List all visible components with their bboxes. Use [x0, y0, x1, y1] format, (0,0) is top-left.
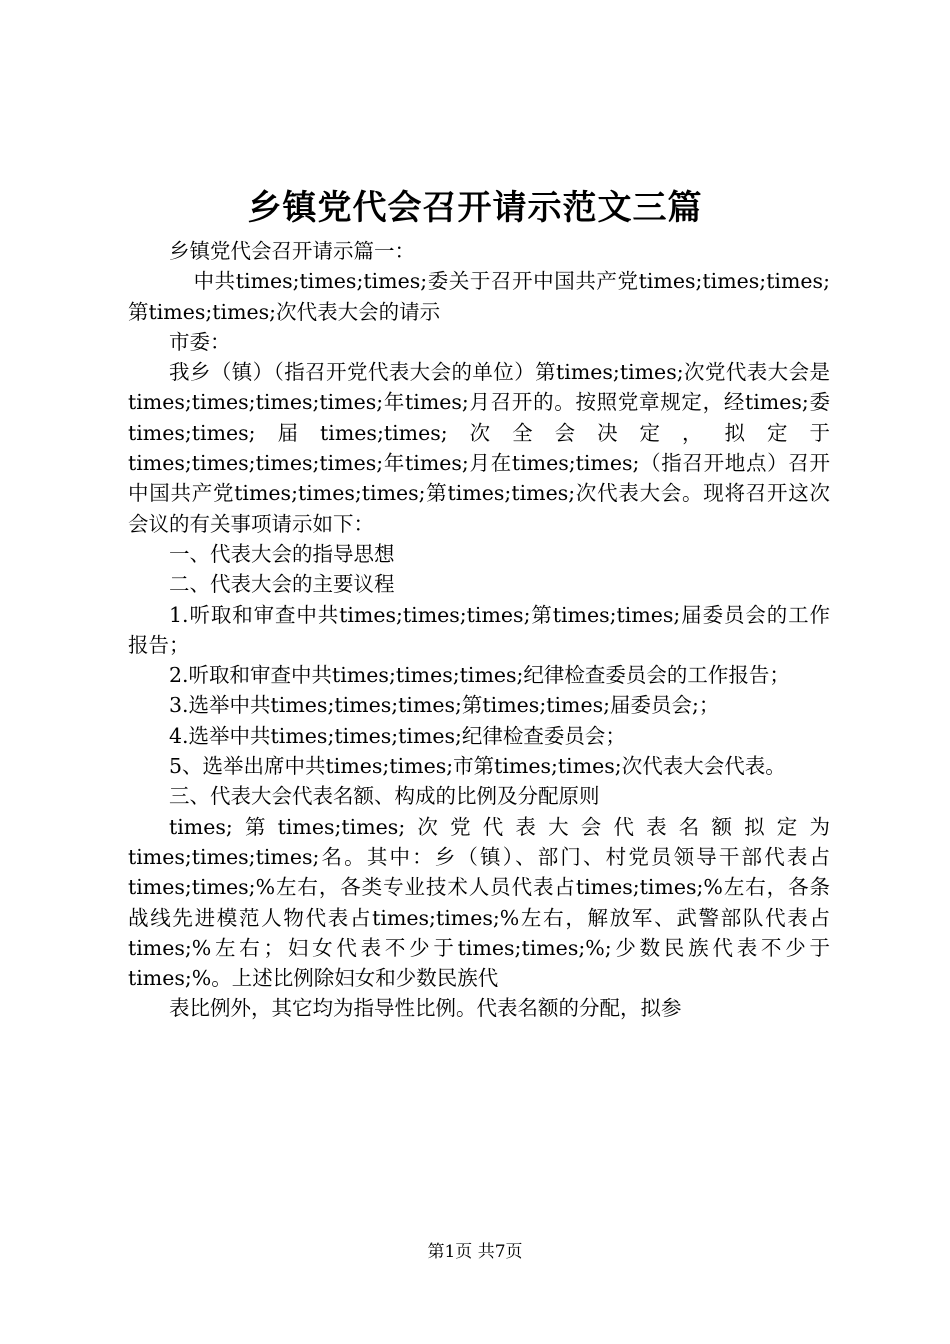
agenda-item: 3.选举中共times;times;times;第times;times;届委员会;； — [169, 693, 720, 718]
agenda-item: 5、选举出席中共times;times;市第times;times;次代表大会代表。 — [169, 754, 786, 779]
body-paragraph: 表比例外，其它均为指导性比例。代表名额的分配，拟参 — [169, 996, 682, 1021]
document-body — [128, 236, 830, 1024]
agenda-item: 1.听取和审查中共times;times;times;第times;times;届委员会的工作报告； — [128, 602, 830, 657]
page-footer: 第1页 共7页 — [427, 1242, 523, 1262]
item-heading: 二、代表大会的主要议程 — [169, 572, 395, 597]
salutation: 市委： — [169, 329, 231, 354]
body-paragraph: times;第times;times;次党代表大会代表名额拟定为times;times;times;名。其中：乡（镇）、部门、村党员领导干部代表占times;times;%左右，各类专业技术人员代表占times;times;%左右，各条战线先进模范人物代表占times;times;%左右，解放军、武警部队代表占times;%左右；妇女代表不少于times;times;%;少数民族代表不少于times;%。上述比例除妇女和少数民族代 — [128, 814, 830, 991]
item-heading: 一、代表大会的指导思想 — [169, 541, 395, 566]
agenda-item: 4.选举中共times;times;times;纪律检查委员会； — [169, 723, 626, 748]
agenda-item: 2.听取和审查中共times;times;times;纪律检查委员会的工作报告； — [169, 663, 790, 688]
item-heading: 三、代表大会代表名额、构成的比例及分配原则 — [169, 784, 600, 809]
section-heading-1: 乡镇党代会召开请示篇一： — [169, 239, 415, 263]
document-title: 乡镇党代会召开请示范文三篇 — [247, 188, 703, 228]
body-paragraph: 我乡（镇）（指召开党代表大会的单位）第times;times;次党代表大会是times;times;times;times;年times;月召开的。按照党章规定，经times;委times;times;届times;times;次全会决定，拟定于times;times;times;times;年times;月在times;times;（指召开地点）召开中国共产党times;times;times;第times;times;次代表大会。现将召开这次会议的有关事项请示如下： — [128, 360, 830, 536]
request-heading: 中共times;times;times;委关于召开中国共产党times;times;times;第times;times;次代表大会的请示 — [128, 269, 830, 324]
